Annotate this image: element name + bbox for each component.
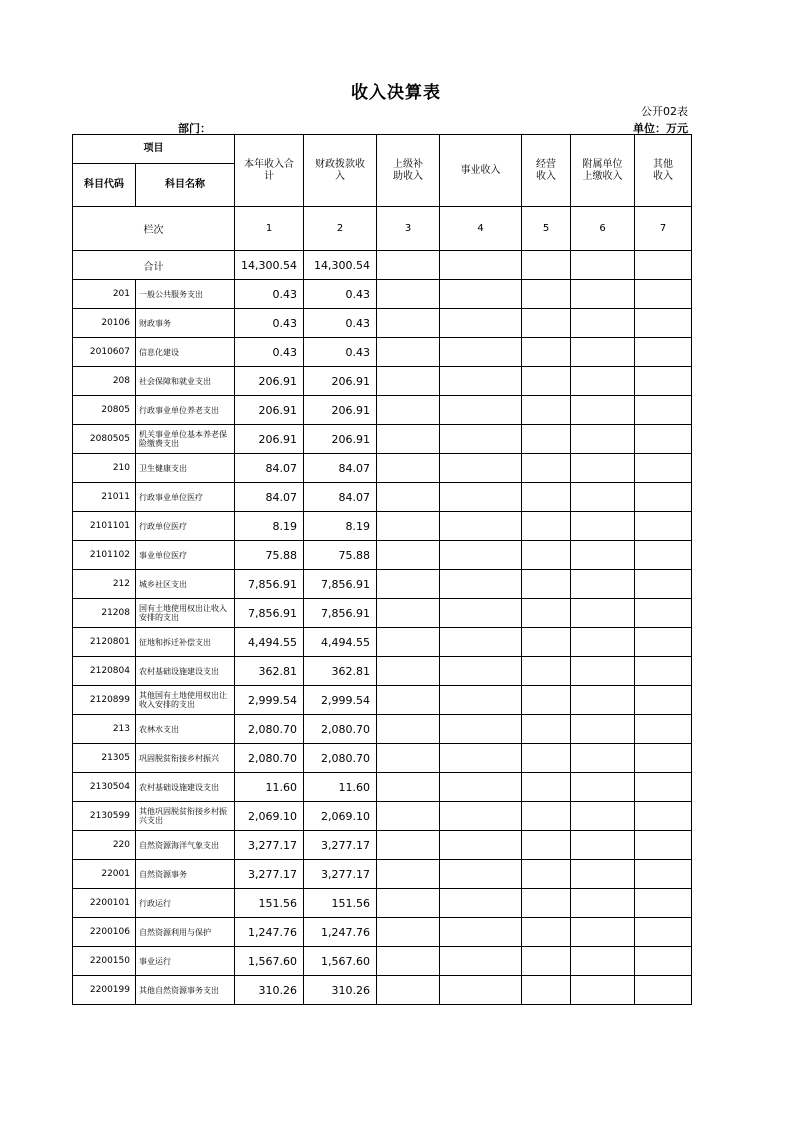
row-col7 [635,599,692,628]
table-row [73,657,692,686]
row-col3 [377,686,440,715]
row-col5 [522,454,571,483]
row-col5 [522,918,571,947]
table-row [73,425,692,454]
row-code: 2200199 [73,976,136,1005]
row-col7 [635,715,692,744]
row-col7 [635,947,692,976]
row-code: 210 [73,454,136,483]
row-col5 [522,541,571,570]
row-col7 [635,889,692,918]
table-row [73,309,692,338]
table-row [73,860,692,889]
row-col6 [571,396,635,425]
row-col4 [440,570,522,599]
page-title: 收入决算表 [351,83,441,103]
row-col5 [522,628,571,657]
row-col7 [635,976,692,1005]
row-col3 [377,454,440,483]
row-name: 自然资源事务 [136,860,235,889]
row-col3 [377,483,440,512]
row-col5 [522,889,571,918]
row-col7 [635,628,692,657]
row-col2: 84.07 [304,483,377,512]
row-col1: 2,999.54 [235,686,304,715]
row-name: 一般公共服务支出 [136,280,235,309]
table-row [73,396,692,425]
row-col3 [377,773,440,802]
lanci-2: 2 [304,207,377,251]
row-code: 208 [73,367,136,396]
row-col2: 3,277.17 [304,860,377,889]
row-col3 [377,512,440,541]
row-col3 [377,367,440,396]
row-col6 [571,715,635,744]
row-col5 [522,280,571,309]
table-row [73,367,692,396]
total-row [73,251,692,280]
row-col3 [377,628,440,657]
row-col3 [377,599,440,628]
row-col1: 75.88 [235,541,304,570]
row-name: 行政运行 [136,889,235,918]
row-col6 [571,599,635,628]
row-code: 220 [73,831,136,860]
row-code: 2130504 [73,773,136,802]
table-row [73,570,692,599]
row-col3 [377,396,440,425]
row-col4 [440,396,522,425]
row-col1: 3,277.17 [235,860,304,889]
row-code: 2120804 [73,657,136,686]
row-name: 农林水支出 [136,715,235,744]
row-col6 [571,338,635,367]
row-col1: 206.91 [235,367,304,396]
row-col2: 4,494.55 [304,628,377,657]
row-col7 [635,338,692,367]
row-col1: 206.91 [235,425,304,454]
header-col6: 附属单位上缴收入 [571,135,635,207]
row-code: 2080505 [73,425,136,454]
header-col5: 经营收入 [522,135,571,207]
row-col6 [571,512,635,541]
total-col4 [440,251,522,280]
row-col7 [635,744,692,773]
income-table [72,134,692,1005]
row-col1: 2,080.70 [235,715,304,744]
row-col5 [522,425,571,454]
row-col2: 0.43 [304,338,377,367]
row-col1: 310.26 [235,976,304,1005]
row-col4 [440,309,522,338]
row-col1: 0.43 [235,309,304,338]
lanci-row [73,207,692,251]
row-name: 国有土地使用权出让收入安排的支出 [136,599,235,628]
row-col1: 84.07 [235,483,304,512]
row-col2: 3,277.17 [304,831,377,860]
row-col6 [571,541,635,570]
row-col4 [440,686,522,715]
row-name: 财政事务 [136,309,235,338]
row-col1: 1,247.76 [235,918,304,947]
row-col4 [440,976,522,1005]
row-col2: 84.07 [304,454,377,483]
row-col3 [377,918,440,947]
row-col3 [377,657,440,686]
row-col6 [571,686,635,715]
row-col6 [571,367,635,396]
row-name: 行政事业单位养老支出 [136,396,235,425]
row-name: 社会保障和就业支出 [136,367,235,396]
row-col4 [440,512,522,541]
header-col2: 财政拨款收入 [304,135,377,207]
row-col6 [571,947,635,976]
row-col1: 8.19 [235,512,304,541]
row-col3 [377,860,440,889]
row-col7 [635,570,692,599]
lanci-3: 3 [377,207,440,251]
row-code: 2200150 [73,947,136,976]
row-col2: 1,567.60 [304,947,377,976]
row-col4 [440,425,522,454]
total-col7 [635,251,692,280]
row-name: 行政单位医疗 [136,512,235,541]
row-col5 [522,309,571,338]
row-col7 [635,280,692,309]
row-col1: 4,494.55 [235,628,304,657]
row-code: 2200101 [73,889,136,918]
header-col1: 本年收入合计 [235,135,304,207]
row-col5 [522,483,571,512]
row-col4 [440,483,522,512]
row-col4 [440,860,522,889]
row-col2: 206.91 [304,396,377,425]
row-col6 [571,976,635,1005]
table-row [73,483,692,512]
row-col6 [571,831,635,860]
row-col2: 7,856.91 [304,570,377,599]
row-col7 [635,454,692,483]
table-row [73,599,692,628]
row-col7 [635,773,692,802]
row-col1: 2,080.70 [235,744,304,773]
total-col3 [377,251,440,280]
row-code: 21208 [73,599,136,628]
row-col7 [635,860,692,889]
row-col5 [522,773,571,802]
row-col2: 1,247.76 [304,918,377,947]
row-col5 [522,396,571,425]
row-col7 [635,483,692,512]
row-col1: 84.07 [235,454,304,483]
row-col3 [377,338,440,367]
row-col4 [440,454,522,483]
row-col2: 310.26 [304,976,377,1005]
row-code: 2010607 [73,338,136,367]
row-col4 [440,947,522,976]
row-col2: 206.91 [304,367,377,396]
row-code: 201 [73,280,136,309]
row-col4 [440,831,522,860]
table-row [73,947,692,976]
row-col4 [440,715,522,744]
row-col4 [440,599,522,628]
table-row [73,454,692,483]
row-col3 [377,541,440,570]
row-col6 [571,802,635,831]
row-col7 [635,831,692,860]
row-col1: 0.43 [235,338,304,367]
row-code: 20106 [73,309,136,338]
row-col6 [571,657,635,686]
row-col6 [571,628,635,657]
row-name: 其他巩固脱贫衔接乡村振兴支出 [136,802,235,831]
table-row [73,541,692,570]
row-col6 [571,309,635,338]
row-col4 [440,280,522,309]
table-row [73,338,692,367]
total-label: 合计 [73,251,235,280]
row-col4 [440,744,522,773]
row-col2: 75.88 [304,541,377,570]
total-col1: 14,300.54 [235,251,304,280]
unit-label: 单位：万元 [633,122,688,135]
row-col1: 151.56 [235,889,304,918]
row-col2: 362.81 [304,657,377,686]
row-code: 21305 [73,744,136,773]
header-col3: 上级补助收入 [377,135,440,207]
table-row [73,512,692,541]
total-col6 [571,251,635,280]
table-row [73,773,692,802]
row-col4 [440,657,522,686]
row-col6 [571,889,635,918]
row-col1: 7,856.91 [235,570,304,599]
row-col4 [440,367,522,396]
row-col3 [377,947,440,976]
total-col2: 14,300.54 [304,251,377,280]
row-col5 [522,947,571,976]
row-col5 [522,802,571,831]
row-col2: 2,080.70 [304,744,377,773]
row-col3 [377,715,440,744]
row-col5 [522,715,571,744]
row-col1: 0.43 [235,280,304,309]
row-col7 [635,686,692,715]
row-col6 [571,773,635,802]
row-col5 [522,831,571,860]
row-col5 [522,686,571,715]
row-name: 农村基础设施建设支出 [136,773,235,802]
row-col2: 2,069.10 [304,802,377,831]
row-col3 [377,976,440,1005]
row-col2: 8.19 [304,512,377,541]
lanci-7: 7 [635,207,692,251]
row-name: 机关事业单位基本养老保险缴费支出 [136,425,235,454]
row-code: 22001 [73,860,136,889]
table-row [73,280,692,309]
row-col3 [377,280,440,309]
table-row [73,889,692,918]
row-col4 [440,889,522,918]
row-col1: 1,567.60 [235,947,304,976]
row-code: 213 [73,715,136,744]
row-col2: 206.91 [304,425,377,454]
row-name: 城乡社区支出 [136,570,235,599]
row-col5 [522,512,571,541]
row-code: 21011 [73,483,136,512]
table-row [73,831,692,860]
row-col1: 3,277.17 [235,831,304,860]
row-code: 2120801 [73,628,136,657]
row-col6 [571,918,635,947]
row-code: 212 [73,570,136,599]
row-col6 [571,483,635,512]
row-name: 事业单位医疗 [136,541,235,570]
lanci-6: 6 [571,207,635,251]
row-col6 [571,280,635,309]
header-code: 科目代码 [73,164,136,207]
row-col4 [440,338,522,367]
row-col5 [522,570,571,599]
row-code: 2120899 [73,686,136,715]
row-col3 [377,889,440,918]
row-col2: 0.43 [304,280,377,309]
header-name: 科目名称 [136,164,235,207]
lanci-1: 1 [235,207,304,251]
row-col7 [635,541,692,570]
lanci-label: 栏次 [73,207,235,251]
row-col7 [635,309,692,338]
row-col7 [635,657,692,686]
row-col1: 7,856.91 [235,599,304,628]
row-col2: 7,856.91 [304,599,377,628]
row-col6 [571,744,635,773]
header-item: 项目 [73,135,235,164]
row-col7 [635,396,692,425]
table-row [73,976,692,1005]
row-col3 [377,831,440,860]
row-col3 [377,425,440,454]
row-code: 2200106 [73,918,136,947]
row-name: 卫生健康支出 [136,454,235,483]
table-row [73,802,692,831]
row-code: 2101101 [73,512,136,541]
row-col6 [571,860,635,889]
department-label: 部门： [178,122,211,135]
row-col3 [377,744,440,773]
row-col2: 2,080.70 [304,715,377,744]
row-name: 农村基础设施建设支出 [136,657,235,686]
row-name: 事业运行 [136,947,235,976]
row-col2: 2,999.54 [304,686,377,715]
row-col4 [440,918,522,947]
row-col7 [635,425,692,454]
total-col5 [522,251,571,280]
row-code: 2130599 [73,802,136,831]
row-name: 信息化建设 [136,338,235,367]
row-col7 [635,367,692,396]
table-row [73,744,692,773]
row-col1: 206.91 [235,396,304,425]
row-col6 [571,425,635,454]
row-name: 行政事业单位医疗 [136,483,235,512]
row-col5 [522,599,571,628]
lanci-5: 5 [522,207,571,251]
row-col3 [377,309,440,338]
row-col4 [440,628,522,657]
row-name: 自然资源海洋气象支出 [136,831,235,860]
table-row [73,918,692,947]
row-col5 [522,860,571,889]
table-row [73,715,692,744]
row-name: 巩固脱贫衔接乡村振兴 [136,744,235,773]
row-name: 其他自然资源事务支出 [136,976,235,1005]
row-col4 [440,802,522,831]
row-col1: 11.60 [235,773,304,802]
row-col5 [522,744,571,773]
row-code: 20805 [73,396,136,425]
row-col5 [522,976,571,1005]
row-col3 [377,570,440,599]
form-number: 公开02表 [641,105,688,118]
row-code: 2101102 [73,541,136,570]
row-col6 [571,570,635,599]
row-col7 [635,512,692,541]
row-col5 [522,657,571,686]
row-col5 [522,367,571,396]
row-col6 [571,454,635,483]
row-name: 其他国有土地使用权出让收入安排的支出 [136,686,235,715]
row-col7 [635,918,692,947]
header-col4: 事业收入 [440,135,522,207]
lanci-4: 4 [440,207,522,251]
row-col2: 151.56 [304,889,377,918]
row-col4 [440,773,522,802]
table-row [73,686,692,715]
row-col7 [635,802,692,831]
table-row [73,628,692,657]
row-name: 自然资源利用与保护 [136,918,235,947]
row-col1: 2,069.10 [235,802,304,831]
row-col4 [440,541,522,570]
row-col5 [522,338,571,367]
row-col2: 11.60 [304,773,377,802]
row-col3 [377,802,440,831]
header-col7: 其他收入 [635,135,692,207]
row-col1: 362.81 [235,657,304,686]
row-col2: 0.43 [304,309,377,338]
row-name: 征地和拆迁补偿支出 [136,628,235,657]
